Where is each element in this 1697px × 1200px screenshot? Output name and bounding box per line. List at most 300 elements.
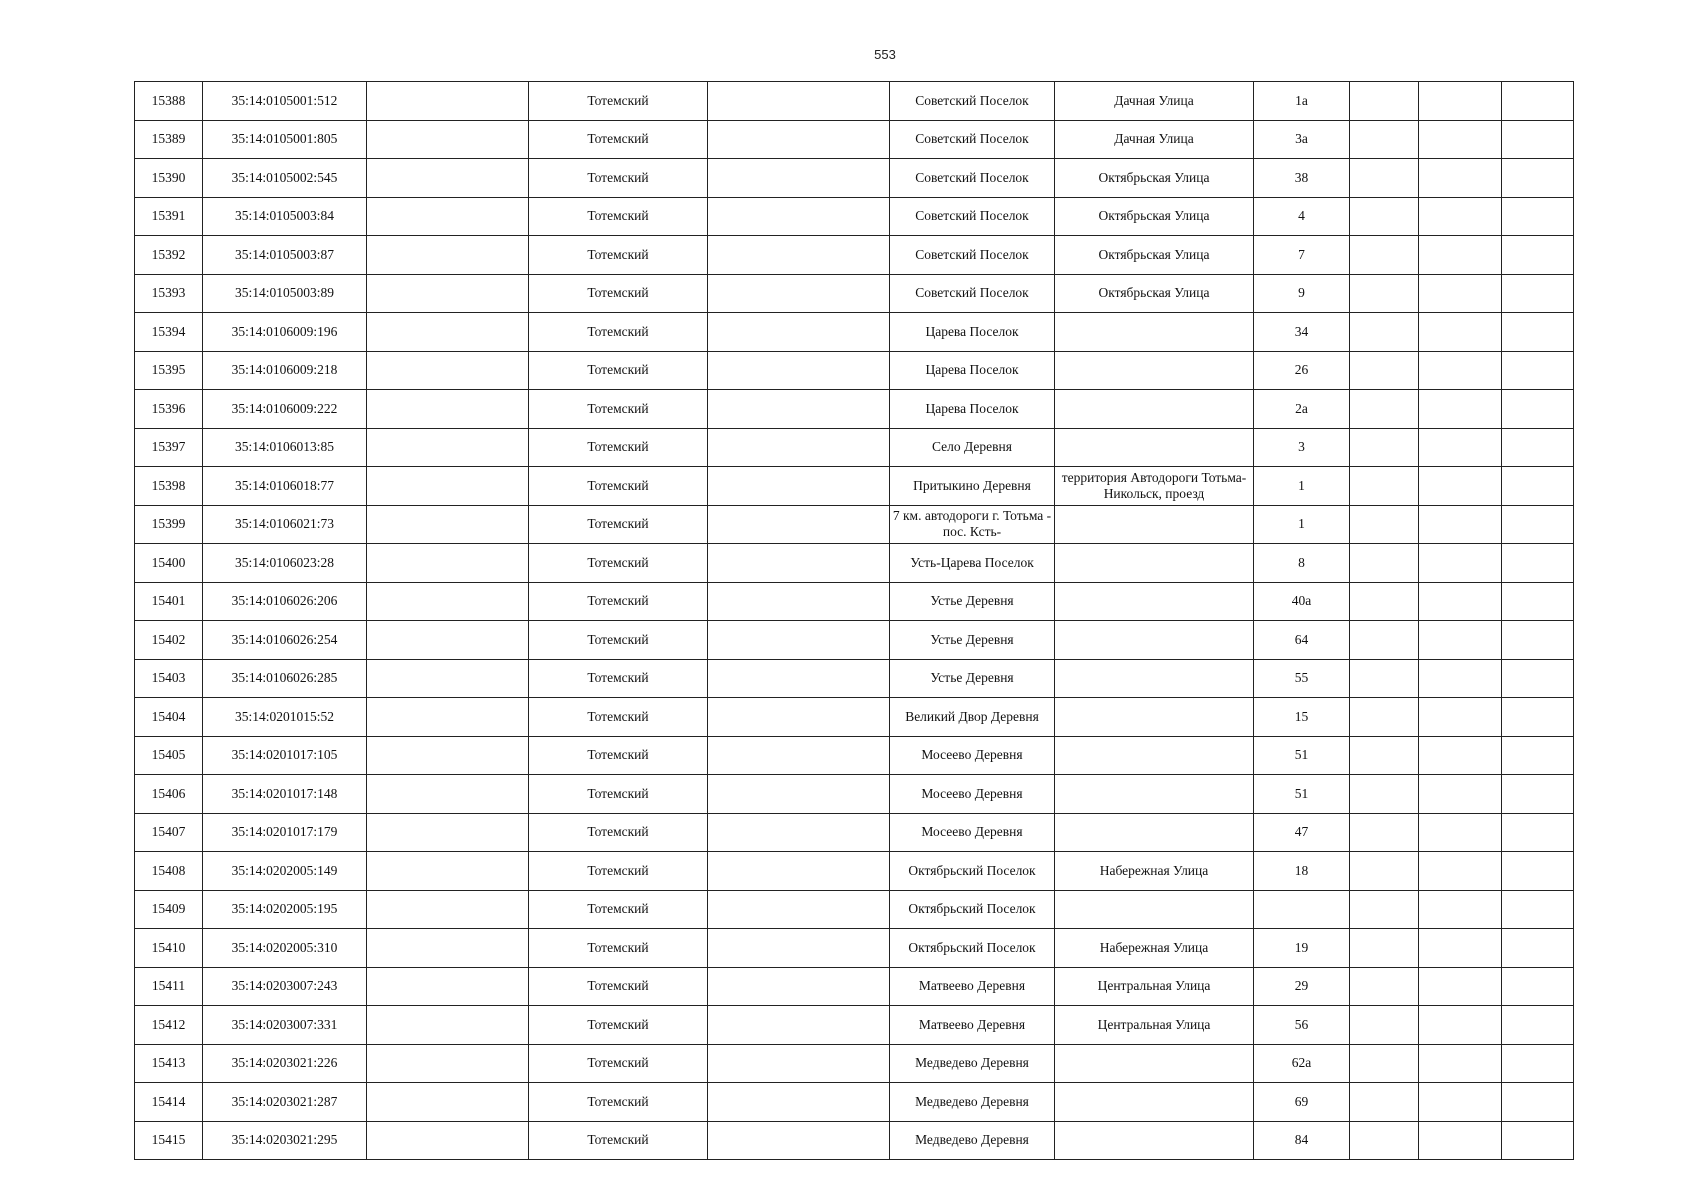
table-row [135,351,1574,390]
table-row [135,120,1574,159]
cell-empty [1419,274,1502,313]
table-row [135,82,1574,121]
cell-empty [1350,1044,1419,1083]
cell-empty [1419,120,1502,159]
cell-empty [1419,1044,1502,1083]
cell-empty [1350,967,1419,1006]
cell-empty [1502,390,1574,429]
cell-empty [708,582,890,621]
cell-cadastral-number: 35:14:0106026:254 [203,621,367,660]
cell-empty [1350,236,1419,275]
cell-empty [708,813,890,852]
table-row [135,929,1574,968]
cell-empty [367,351,529,390]
table-row [135,159,1574,198]
cell-street: территория Автодороги Тотьма-Никольск, проезд [1055,467,1254,506]
table-row [135,582,1574,621]
cell-house-number: 38 [1254,159,1350,198]
cell-empty [1350,659,1419,698]
cell-record-number: 15404 [135,698,203,737]
cell-cadastral-number: 35:14:0201017:148 [203,775,367,814]
cell-house-number: 64 [1254,621,1350,660]
cell-house-number: 47 [1254,813,1350,852]
cell-empty [367,505,529,544]
table-row [135,1044,1574,1083]
cell-district: Тотемский [529,1006,708,1045]
cell-empty [1502,929,1574,968]
cell-district: Тотемский [529,698,708,737]
table-row [135,813,1574,852]
cell-empty [708,544,890,583]
cell-settlement: 7 км. автодороги г. Тотьма - пос. Ксть- [890,505,1055,544]
cell-cadastral-number: 35:14:0201017:179 [203,813,367,852]
cell-cadastral-number: 35:14:0202005:195 [203,890,367,929]
cell-empty [708,621,890,660]
cell-empty [1419,698,1502,737]
table-row [135,236,1574,275]
cell-cadastral-number: 35:14:0106013:85 [203,428,367,467]
cell-empty [1502,698,1574,737]
cell-district: Тотемский [529,197,708,236]
cell-empty [1350,621,1419,660]
cell-empty [1419,736,1502,775]
cell-street [1055,544,1254,583]
cell-cadastral-number: 35:14:0105001:805 [203,120,367,159]
cell-empty [1502,1006,1574,1045]
cell-empty [1502,544,1574,583]
cell-cadastral-number: 35:14:0105003:89 [203,274,367,313]
cell-empty [1350,890,1419,929]
cell-empty [367,698,529,737]
cell-record-number: 15405 [135,736,203,775]
cell-empty [708,120,890,159]
cell-house-number: 15 [1254,698,1350,737]
cell-district: Тотемский [529,236,708,275]
cell-street: Дачная Улица [1055,120,1254,159]
cell-settlement: Устье Деревня [890,621,1055,660]
cell-empty [708,390,890,429]
table-row [135,775,1574,814]
table-row [135,390,1574,429]
cell-record-number: 15399 [135,505,203,544]
cell-record-number: 15407 [135,813,203,852]
cell-cadastral-number: 35:14:0201015:52 [203,698,367,737]
cell-record-number: 15411 [135,967,203,1006]
cell-empty [1502,890,1574,929]
cell-house-number: 29 [1254,967,1350,1006]
cell-empty [367,274,529,313]
cell-empty [1502,313,1574,352]
cell-district: Тотемский [529,274,708,313]
cell-record-number: 15400 [135,544,203,583]
cell-empty [1419,390,1502,429]
cell-empty [1502,659,1574,698]
cell-empty [1419,813,1502,852]
cell-empty [1419,1083,1502,1122]
cell-house-number: 51 [1254,736,1350,775]
cell-district: Тотемский [529,351,708,390]
cell-empty [708,775,890,814]
cell-street [1055,736,1254,775]
cell-cadastral-number: 35:14:0202005:149 [203,852,367,891]
table-row [135,1121,1574,1160]
cell-record-number: 15394 [135,313,203,352]
cell-empty [367,544,529,583]
cell-district: Тотемский [529,582,708,621]
cell-cadastral-number: 35:14:0106026:206 [203,582,367,621]
cell-record-number: 15403 [135,659,203,698]
cell-empty [1350,698,1419,737]
cell-empty [1502,813,1574,852]
cell-district: Тотемский [529,813,708,852]
cell-empty [1350,120,1419,159]
cell-settlement: Царева Поселок [890,351,1055,390]
cell-empty [1502,967,1574,1006]
cell-empty [1502,736,1574,775]
cell-street [1055,621,1254,660]
cell-empty [1350,390,1419,429]
cell-empty [367,582,529,621]
cell-empty [1502,428,1574,467]
cell-settlement: Великий Двор Деревня [890,698,1055,737]
cell-empty [1419,428,1502,467]
cell-empty [708,467,890,506]
cell-empty [367,82,529,121]
cell-empty [1419,890,1502,929]
cell-empty [367,428,529,467]
cell-empty [1350,505,1419,544]
cell-record-number: 15413 [135,1044,203,1083]
cell-district: Тотемский [529,1044,708,1083]
cell-settlement: Усть-Царева Поселок [890,544,1055,583]
cell-house-number: 7 [1254,236,1350,275]
cell-empty [1502,1083,1574,1122]
cell-record-number: 15396 [135,390,203,429]
cell-record-number: 15392 [135,236,203,275]
cell-house-number: 1 [1254,505,1350,544]
cell-district: Тотемский [529,736,708,775]
table-row [135,505,1574,544]
cell-house-number: 9 [1254,274,1350,313]
cell-district: Тотемский [529,82,708,121]
cell-empty [708,852,890,891]
cell-house-number: 2а [1254,390,1350,429]
cell-empty [708,1121,890,1160]
cell-cadastral-number: 35:14:0106026:285 [203,659,367,698]
cell-empty [708,274,890,313]
cell-cadastral-number: 35:14:0106009:218 [203,351,367,390]
cell-empty [1350,197,1419,236]
cell-empty [367,159,529,198]
cell-cadastral-number: 35:14:0106009:222 [203,390,367,429]
cell-record-number: 15406 [135,775,203,814]
cell-settlement: Советский Поселок [890,82,1055,121]
cell-empty [1350,813,1419,852]
table-row [135,967,1574,1006]
cell-empty [367,1121,529,1160]
cell-cadastral-number: 35:14:0106021:73 [203,505,367,544]
cell-house-number: 8 [1254,544,1350,583]
cell-settlement: Октябрьский Поселок [890,852,1055,891]
cell-district: Тотемский [529,467,708,506]
cell-house-number: 4 [1254,197,1350,236]
cell-street: Центральная Улица [1055,967,1254,1006]
cell-record-number: 15412 [135,1006,203,1045]
cell-empty [708,428,890,467]
cell-district: Тотемский [529,775,708,814]
cell-empty [367,775,529,814]
cell-empty [1350,775,1419,814]
cell-street [1055,659,1254,698]
cell-empty [708,890,890,929]
cell-empty [1502,1044,1574,1083]
cell-empty [1502,159,1574,198]
cell-empty [1419,236,1502,275]
cell-house-number: 3 [1254,428,1350,467]
cell-empty [1419,967,1502,1006]
cell-empty [708,82,890,121]
table-row [135,1083,1574,1122]
cell-empty [1502,775,1574,814]
cell-record-number: 15391 [135,197,203,236]
cell-district: Тотемский [529,890,708,929]
cell-empty [1502,582,1574,621]
cell-settlement: Мосеево Деревня [890,813,1055,852]
cell-district: Тотемский [529,544,708,583]
cell-empty [367,929,529,968]
cell-empty [367,1083,529,1122]
cell-district: Тотемский [529,1083,708,1122]
cell-street: Октябрьская Улица [1055,274,1254,313]
cell-house-number: 26 [1254,351,1350,390]
cell-empty [1350,1083,1419,1122]
cell-empty [708,967,890,1006]
cell-district: Тотемский [529,852,708,891]
cell-empty [708,236,890,275]
cell-street [1055,582,1254,621]
cell-empty [367,467,529,506]
cell-record-number: 15395 [135,351,203,390]
cell-cadastral-number: 35:14:0105001:512 [203,82,367,121]
cell-empty [367,197,529,236]
cell-empty [367,890,529,929]
cell-empty [708,1006,890,1045]
cell-empty [708,736,890,775]
cell-empty [1502,621,1574,660]
cell-empty [1350,159,1419,198]
cell-empty [708,1044,890,1083]
cell-settlement: Советский Поселок [890,274,1055,313]
cell-empty [708,659,890,698]
cell-district: Тотемский [529,1121,708,1160]
cell-record-number: 15401 [135,582,203,621]
cell-empty [1419,197,1502,236]
cell-street: Набережная Улица [1055,852,1254,891]
cell-empty [1350,736,1419,775]
cell-empty [1350,1006,1419,1045]
cell-empty [1350,351,1419,390]
cell-settlement: Мосеево Деревня [890,736,1055,775]
cell-empty [1419,852,1502,891]
cell-settlement: Царева Поселок [890,390,1055,429]
cell-street [1055,890,1254,929]
cell-street: Дачная Улица [1055,82,1254,121]
cell-empty [1350,467,1419,506]
cell-cadastral-number: 35:14:0105002:545 [203,159,367,198]
cell-empty [367,852,529,891]
cell-empty [367,236,529,275]
cell-district: Тотемский [529,621,708,660]
cell-street [1055,1121,1254,1160]
cell-record-number: 15388 [135,82,203,121]
cell-empty [708,313,890,352]
cell-empty [708,197,890,236]
cell-record-number: 15398 [135,467,203,506]
cell-empty [708,505,890,544]
cell-house-number: 18 [1254,852,1350,891]
cell-empty [367,313,529,352]
cell-settlement: Медведево Деревня [890,1083,1055,1122]
table-row [135,698,1574,737]
cell-empty [1350,82,1419,121]
cell-street: Центральная Улица [1055,1006,1254,1045]
cell-empty [1419,659,1502,698]
cell-empty [708,1083,890,1122]
cell-empty [367,1006,529,1045]
cell-empty [708,159,890,198]
cell-empty [708,929,890,968]
cell-district: Тотемский [529,159,708,198]
cell-empty [1350,852,1419,891]
cell-cadastral-number: 35:14:0106018:77 [203,467,367,506]
cell-empty [1419,775,1502,814]
cell-settlement: Советский Поселок [890,236,1055,275]
cell-settlement: Село Деревня [890,428,1055,467]
cell-record-number: 15408 [135,852,203,891]
cell-record-number: 15410 [135,929,203,968]
cell-empty [1502,236,1574,275]
cell-street: Октябрьская Улица [1055,197,1254,236]
cell-empty [1502,197,1574,236]
cell-empty [367,813,529,852]
cell-empty [1502,1121,1574,1160]
cell-cadastral-number: 35:14:0106009:196 [203,313,367,352]
table-row [135,852,1574,891]
cell-empty [1419,351,1502,390]
cell-empty [1502,120,1574,159]
cell-cadastral-number: 35:14:0105003:84 [203,197,367,236]
table-row [135,274,1574,313]
cell-record-number: 15402 [135,621,203,660]
table-row [135,197,1574,236]
cell-empty [1350,274,1419,313]
table-row [135,621,1574,660]
cell-street [1055,698,1254,737]
cell-district: Тотемский [529,120,708,159]
cell-settlement: Октябрьский Поселок [890,929,1055,968]
cell-empty [367,659,529,698]
cell-street [1055,313,1254,352]
cell-settlement: Советский Поселок [890,159,1055,198]
cell-house-number: 1 [1254,467,1350,506]
cell-empty [1502,351,1574,390]
cell-cadastral-number: 35:14:0202005:310 [203,929,367,968]
cell-record-number: 15414 [135,1083,203,1122]
cell-settlement: Октябрьский Поселок [890,890,1055,929]
cell-empty [708,698,890,737]
cell-empty [1350,544,1419,583]
cell-district: Тотемский [529,967,708,1006]
cell-empty [367,621,529,660]
cell-empty [1502,852,1574,891]
cell-empty [1350,582,1419,621]
cell-settlement: Матвеево Деревня [890,1006,1055,1045]
cell-house-number: 55 [1254,659,1350,698]
cell-street [1055,775,1254,814]
cell-district: Тотемский [529,390,708,429]
cell-empty [1350,929,1419,968]
table-row [135,1006,1574,1045]
cell-house-number: 62а [1254,1044,1350,1083]
cell-house-number: 3а [1254,120,1350,159]
cell-house-number: 40а [1254,582,1350,621]
table-row [135,313,1574,352]
cell-district: Тотемский [529,505,708,544]
cell-settlement: Устье Деревня [890,659,1055,698]
cell-house-number: 19 [1254,929,1350,968]
cell-empty [1350,1121,1419,1160]
table-row [135,659,1574,698]
cell-house-number: 34 [1254,313,1350,352]
cell-empty [1419,82,1502,121]
cell-settlement: Царева Поселок [890,313,1055,352]
table-row [135,467,1574,506]
table-row [135,428,1574,467]
cell-empty [1419,313,1502,352]
cell-street [1055,351,1254,390]
cell-record-number: 15415 [135,1121,203,1160]
cell-district: Тотемский [529,659,708,698]
cell-street [1055,1044,1254,1083]
cell-settlement: Медведево Деревня [890,1121,1055,1160]
cell-empty [1502,82,1574,121]
cell-house-number: 56 [1254,1006,1350,1045]
cell-empty [367,967,529,1006]
cell-empty [1419,582,1502,621]
cell-empty [1419,1006,1502,1045]
cell-empty [1419,159,1502,198]
cell-house-number: 1а [1254,82,1350,121]
cell-settlement: Матвеево Деревня [890,967,1055,1006]
cell-house-number: 69 [1254,1083,1350,1122]
cell-cadastral-number: 35:14:0203007:243 [203,967,367,1006]
table-row [135,736,1574,775]
cell-house-number: 51 [1254,775,1350,814]
registry-table [134,81,1574,1160]
cell-street [1055,390,1254,429]
cell-empty [1502,505,1574,544]
cell-empty [1419,1121,1502,1160]
cell-settlement: Медведево Деревня [890,1044,1055,1083]
cell-empty [1419,621,1502,660]
cell-settlement: Советский Поселок [890,120,1055,159]
cell-empty [367,736,529,775]
cell-street [1055,428,1254,467]
cell-cadastral-number: 35:14:0106023:28 [203,544,367,583]
cell-empty [1419,467,1502,506]
cell-street [1055,1083,1254,1122]
page-number: 553 [874,47,896,62]
